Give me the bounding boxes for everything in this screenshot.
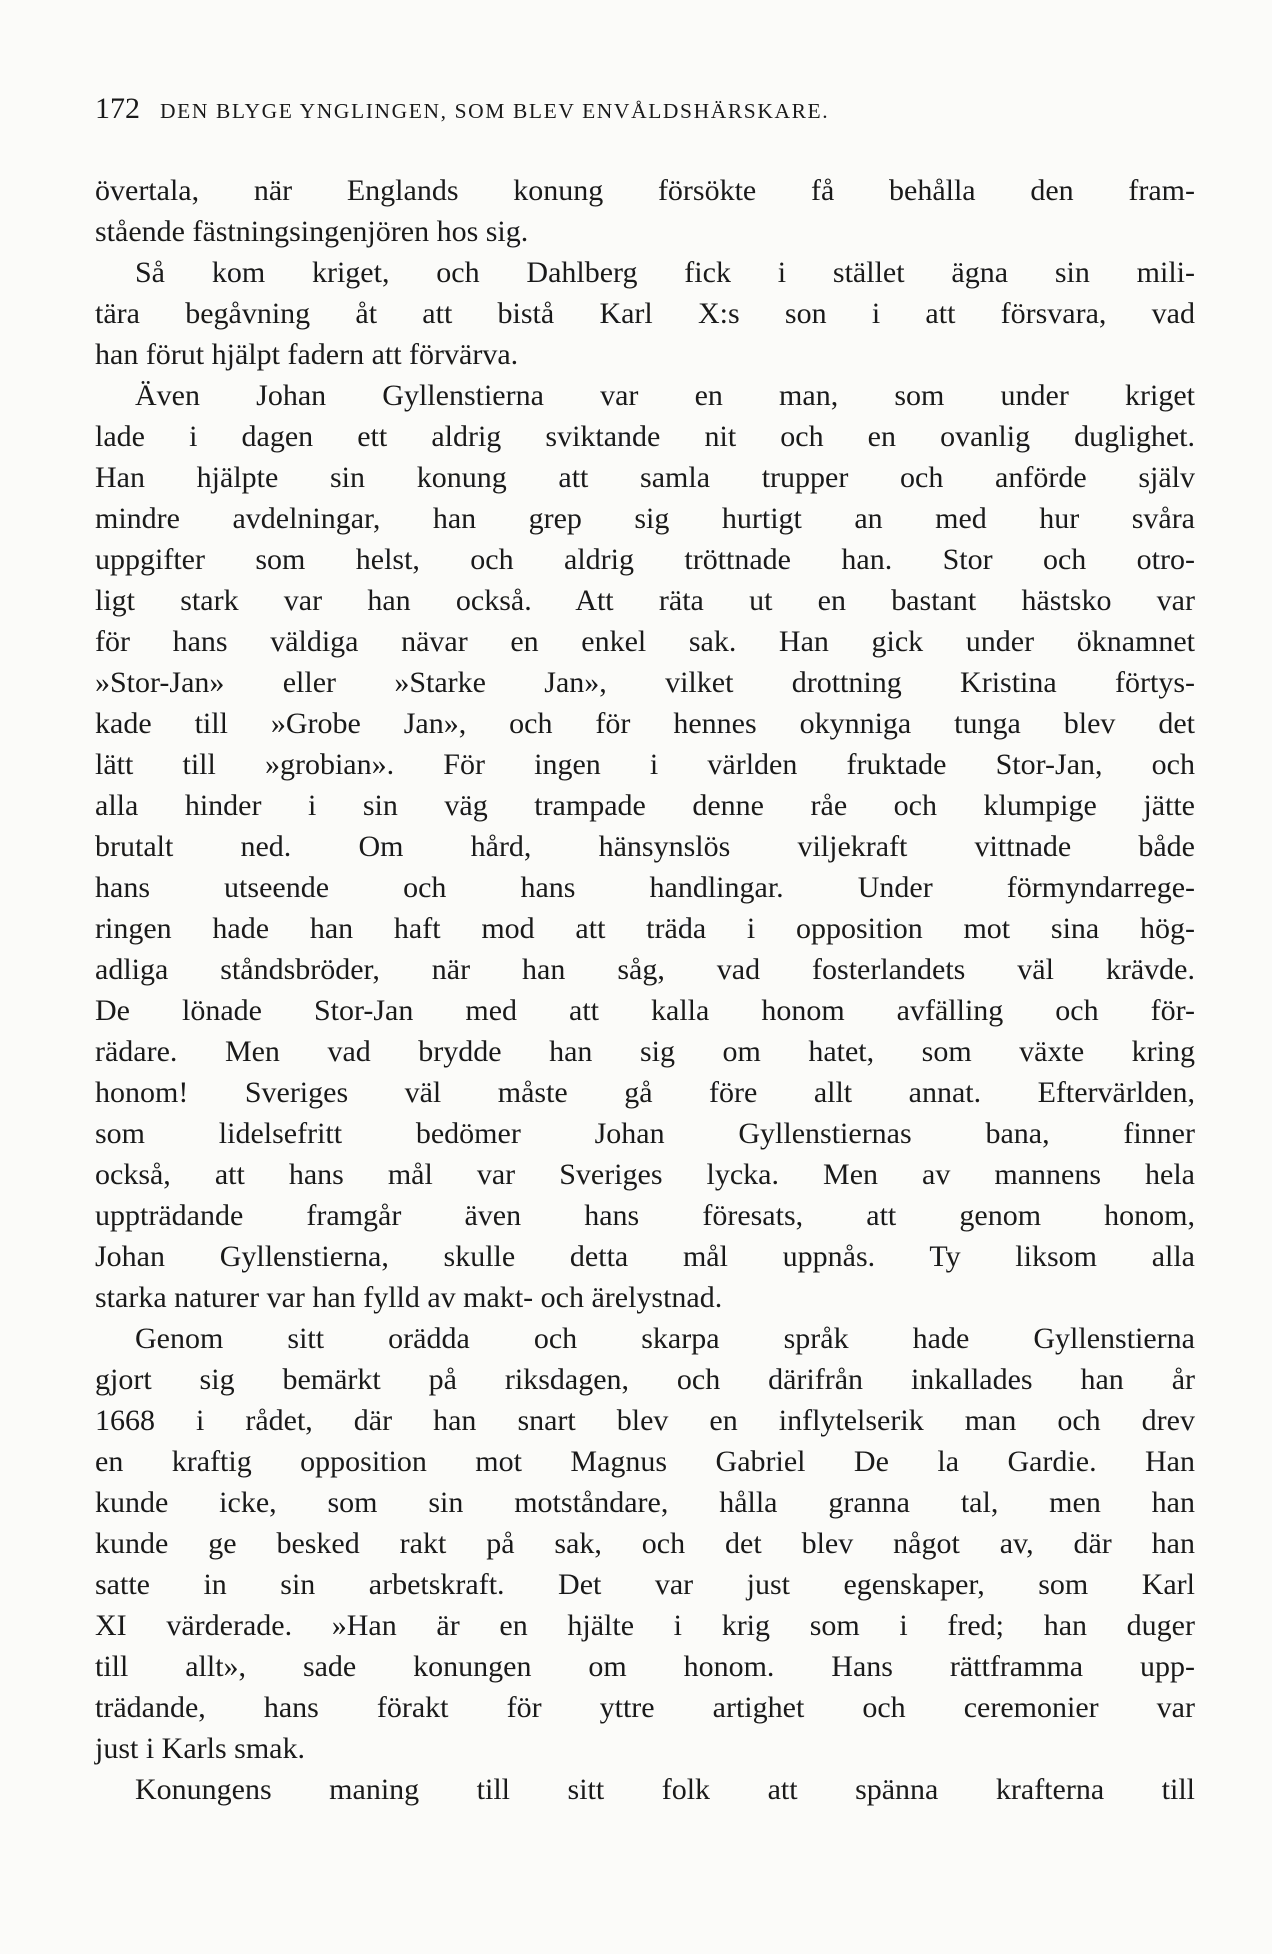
running-head bbox=[95, 92, 1195, 152]
text-line: ligt stark var han också. Att räta ut en bastant hästsko var bbox=[95, 584, 1195, 617]
text-line: kunde ge besked rakt på sak, och det blev något av, där han bbox=[95, 1527, 1195, 1560]
text-line: De lönade Stor-Jan med att kalla honom avfälling och för- bbox=[95, 994, 1195, 1027]
text-line: tära begåvning åt att bistå Karl X:s son i att försvara, vad bbox=[95, 297, 1195, 330]
text-line: rädare. Men vad brydde han sig om hatet, som växte kring bbox=[95, 1035, 1195, 1068]
text-line: lade i dagen ett aldrig sviktande nit och en ovanlig duglighet. bbox=[95, 420, 1195, 453]
text-line: adliga ståndsbröder, när han såg, vad fosterlandets väl krävde. bbox=[95, 953, 1195, 986]
text-line: för hans väldiga nävar en enkel sak. Han gick under öknamnet bbox=[95, 625, 1195, 658]
text-line: ringen hade han haft mod att träda i opposition mot sina hög- bbox=[95, 912, 1195, 945]
text-line: starka naturer var han fylld av makt- och ärelystnad. bbox=[95, 1281, 723, 1314]
text-line: gjort sig bemärkt på riksdagen, och därifrån inkallades han år bbox=[95, 1363, 1195, 1396]
text-line: Han hjälpte sin konung att samla trupper och anförde själv bbox=[95, 461, 1195, 494]
text-line: XI värderade. »Han är en hjälte i krig som i fred; han duger bbox=[95, 1609, 1195, 1642]
text-line: Så kom kriget, och Dahlberg fick i stället ägna sin mili- bbox=[135, 256, 1195, 289]
text-line: också, att hans mål var Sveriges lycka. Men av mannens hela bbox=[95, 1158, 1195, 1191]
book-page bbox=[95, 92, 1195, 1810]
text-line: 1668 i rådet, där han snart blev en inflytelserik man och drev bbox=[95, 1404, 1195, 1437]
text-line: Konungens maning till sitt folk att spänna krafterna till bbox=[135, 1773, 1195, 1806]
text-line: »Stor-Jan» eller »Starke Jan», vilket drottning Kristina förtys- bbox=[95, 666, 1195, 699]
text-line: hans utseende och hans handlingar. Under förmyndarrege- bbox=[95, 871, 1195, 904]
text-line: stående fästningsingenjören hos sig. bbox=[95, 215, 529, 248]
text-line: som lidelsefritt bedömer Johan Gyllenstiernas bana, finner bbox=[95, 1117, 1195, 1150]
text-line: lätt till »grobian». För ingen i världen fruktade Stor-Jan, och bbox=[95, 748, 1195, 781]
text-line: kunde icke, som sin motståndare, hålla granna tal, men han bbox=[95, 1486, 1195, 1519]
text-line: uppgifter som helst, och aldrig tröttnade han. Stor och otro- bbox=[95, 543, 1195, 576]
text-line: satte in sin arbetskraft. Det var just egenskaper, som Karl bbox=[95, 1568, 1195, 1601]
text-line: brutalt ned. Om hård, hänsynslös viljekraft vittnade både bbox=[95, 830, 1195, 863]
text-line: övertala, när Englands konung försökte få behålla den fram- bbox=[95, 174, 1195, 207]
text-line: Även Johan Gyllenstierna var en man, som under kriget bbox=[135, 379, 1195, 412]
text-line: Genom sitt orädda och skarpa språk hade Gyllenstierna bbox=[135, 1322, 1195, 1355]
text-line: uppträdande framgår även hans föresats, att genom honom, bbox=[95, 1199, 1195, 1232]
text-line: till allt», sade konungen om honom. Hans rättframma upp- bbox=[95, 1650, 1195, 1683]
text-line: Johan Gyllenstierna, skulle detta mål uppnås. Ty liksom alla bbox=[95, 1240, 1195, 1273]
text-line: just i Karls smak. bbox=[95, 1732, 305, 1765]
text-line: mindre avdelningar, han grep sig hurtigt an med hur svåra bbox=[95, 502, 1195, 535]
text-line: han förut hjälpt fadern att förvärva. bbox=[95, 338, 519, 371]
text-line: honom! Sveriges väl måste gå före allt annat. Eftervärlden, bbox=[95, 1076, 1195, 1109]
text-line: kade till »Grobe Jan», och för hennes okynniga tunga blev det bbox=[95, 707, 1195, 740]
text-line: alla hinder i sin väg trampade denne råe och klumpige jätte bbox=[95, 789, 1195, 822]
running-head-title: DEN BLYGE YNGLINGEN, SOM BLEV ENVÅLDSHÄRSKARE. bbox=[160, 99, 830, 123]
text-line: trädande, hans förakt för yttre artighet och ceremonier var bbox=[95, 1691, 1195, 1724]
page-number: 172 bbox=[95, 92, 140, 125]
body-text bbox=[95, 170, 1195, 1810]
text-line: en kraftig opposition mot Magnus Gabriel De la Gardie. Han bbox=[95, 1445, 1195, 1478]
